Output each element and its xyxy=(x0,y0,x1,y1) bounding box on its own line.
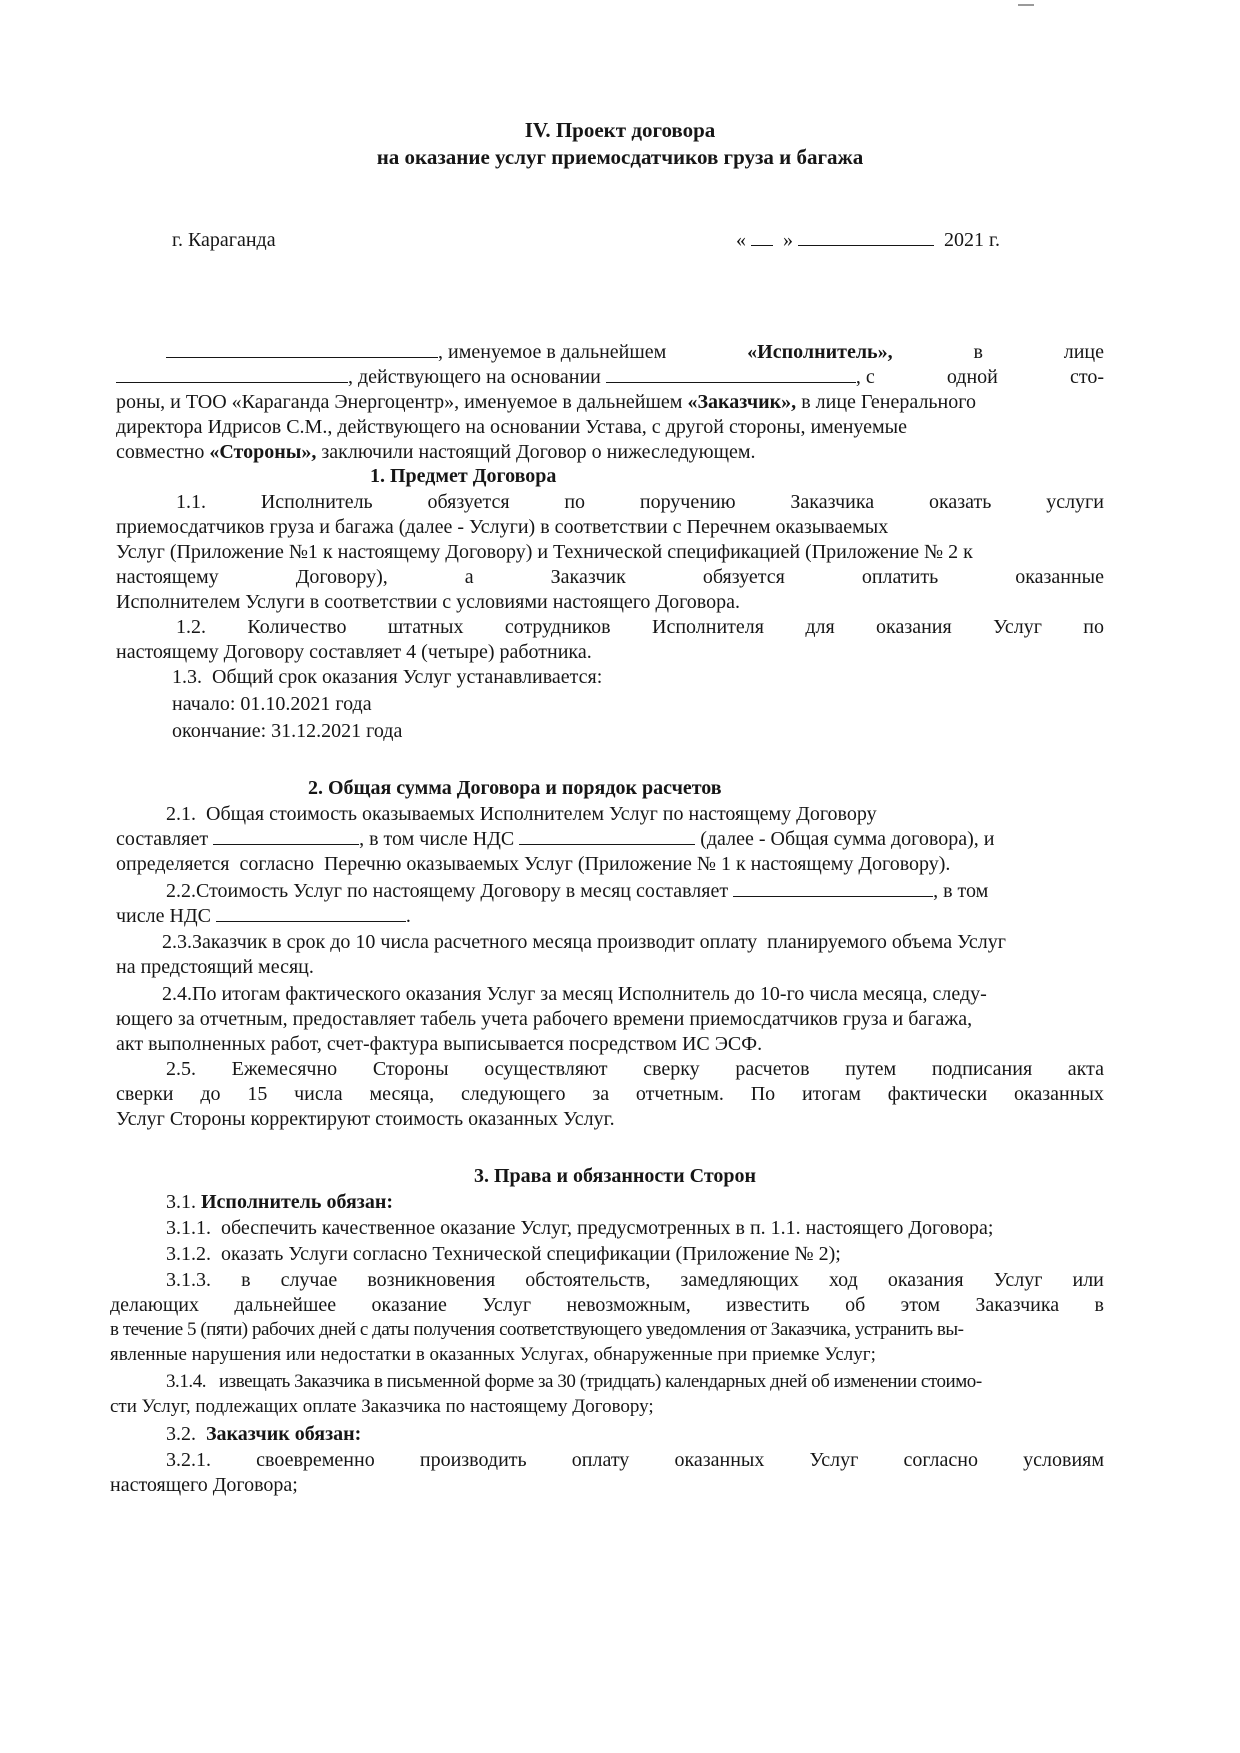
preamble-line-3: роны, и ТОО «Караганда Энергоцентр», именуемое в дальнейшем «Заказчик», в лице Генерального xyxy=(116,391,976,413)
scan-mark xyxy=(1018,4,1034,6)
para-3-2-1-line-1: 3.2.1. своевременно производить оплату оказанных Услуг согласно условиям xyxy=(166,1449,1104,1471)
para-1-1-line-5: Исполнителем Услуги в соответствии с условиями настоящего Договора. xyxy=(116,591,740,613)
para-2-4-line-1: 2.4.По итогам фактического оказания Услуг за месяц Исполнитель до 10-го числа месяца, следу- xyxy=(162,983,987,1005)
para-3-1-4-line-1: 3.1.4. извещать Заказчика в письменной форме за 30 (тридцать) календарных дней об изменении стоимо- xyxy=(166,1371,982,1392)
preamble-line-5: совместно «Стороны», заключили настоящий Договор о нижеследующем. xyxy=(116,441,756,463)
preamble-line-2: , действующего на основании , с одной сто- xyxy=(116,363,1104,391)
para-3-1: 3.1. Исполнитель обязан: xyxy=(166,1191,394,1213)
section-3-heading: 3. Права и обязанности Сторон xyxy=(474,1165,757,1187)
para-2-2-line-2: числе НДС . xyxy=(116,905,411,927)
para-1-3: 1.3. Общий срок оказания Услуг устанавливается: xyxy=(172,666,603,688)
para-2-1-line-3: определяется согласно Перечню оказываемых Услуг (Приложение № 1 к настоящему Договору). xyxy=(116,853,951,875)
date-year: 2021 г. xyxy=(944,229,1000,251)
preamble-line-4: директора Идрисов С.М., действующего на основании Устава, с другой стороны, именуемые xyxy=(116,416,907,438)
para-3-2-1-line-2: настоящего Договора; xyxy=(110,1474,298,1496)
para-2-5-line-3: Услуг Стороны корректируют стоимость оказанных Услуг. xyxy=(116,1108,615,1130)
para-1-1-line-2: приемосдатчиков груза и багажа (далее - Услуги) в соответствии с Перечнем оказываемых xyxy=(116,516,889,538)
para-3-1-3-line-4: явленные нарушения или недостатки в оказанных Услугах, обнаруженные при приемке Услуг; xyxy=(110,1344,876,1365)
preamble-line-1: , именуемое в дальнейшем «Исполнитель», в лице xyxy=(166,338,1104,366)
para-2-5-line-2: сверки до 15 числа месяца, следующего за отчетным. По итогам фактически оказанных xyxy=(116,1083,1104,1105)
term-start: начало: 01.10.2021 года xyxy=(172,693,372,715)
section-2-heading: 2. Общая сумма Договора и порядок расчетов xyxy=(308,777,722,799)
para-3-1-4-line-2: сти Услуг, подлежащих оплате Заказчика по настоящему Договору; xyxy=(110,1396,654,1417)
document-subtitle: на оказание услуг приемосдатчиков груза и багажа xyxy=(376,145,864,169)
para-2-4-line-3: акт выполненных работ, счет-фактура выписывается посредством ИС ЭСФ. xyxy=(116,1033,763,1055)
para-2-5-line-1: 2.5. Ежемесячно Стороны осуществляют сверку расчетов путем подписания акта xyxy=(166,1058,1104,1080)
date-line: « » 2021 г. xyxy=(736,229,1000,251)
para-1-2-line-2: настоящему Договору составляет 4 (четыре) работника. xyxy=(116,641,592,663)
section-1-heading: 1. Предмет Договора xyxy=(370,465,557,487)
para-3-1-3-line-3: в течение 5 (пяти) рабочих дней с даты получения соответствующего уведомления от Заказчика, устранить вы- xyxy=(110,1319,964,1340)
para-2-4-line-2: ющего за отчетным, предоставляет табель учета рабочего времени приемосдатчиков груза и багажа, xyxy=(116,1008,973,1030)
term-end: окончание: 31.12.2021 года xyxy=(172,720,403,742)
para-1-1-line-4: настоящему Договору), а Заказчик обязуется оплатить оказанные xyxy=(116,566,1104,588)
para-3-1-1: 3.1.1. обеспечить качественное оказание Услуг, предусмотренных в п. 1.1. настоящего Договора; xyxy=(166,1217,994,1239)
para-3-1-3-line-1: 3.1.3. в случае возникновения обстоятельств, замедляющих ход оказания Услуг или xyxy=(166,1269,1104,1291)
para-1-2-line-1: 1.2. Количество штатных сотрудников Исполнителя для оказания Услуг по xyxy=(176,616,1104,638)
para-3-1-3-line-2: делающих дальнейшее оказание Услуг невозможным, известить об этом Заказчика в xyxy=(110,1294,1104,1316)
para-1-1-line-1: 1.1. Исполнитель обязуется по поручению Заказчика оказать услуги xyxy=(176,491,1104,513)
para-2-3-line-1: 2.3.Заказчик в срок до 10 числа расчетного месяца производит оплату планируемого объема Услуг xyxy=(162,931,1006,953)
para-2-1-line-1: 2.1. Общая стоимость оказываемых Исполнителем Услуг по настоящему Договору xyxy=(166,803,877,825)
document-title: IV. Проект договора xyxy=(524,118,716,142)
para-2-3-line-2: на предстоящий месяц. xyxy=(116,956,314,978)
para-2-2-line-1: 2.2.Стоимость Услуг по настоящему Договору в месяц составляет , в том xyxy=(166,880,989,902)
para-3-1-2: 3.1.2. оказать Услуги согласно Технической спецификации (Приложение № 2); xyxy=(166,1243,841,1265)
para-3-2: 3.2. Заказчик обязан: xyxy=(166,1423,362,1445)
para-2-1-line-2: составляет , в том числе НДС (далее - Общая сумма договора), и xyxy=(116,828,995,850)
para-1-1-line-3: Услуг (Приложение №1 к настоящему Договору) и Технической спецификацией (Приложение № 2 к xyxy=(116,541,973,563)
city-label: г. Караганда xyxy=(172,229,276,251)
